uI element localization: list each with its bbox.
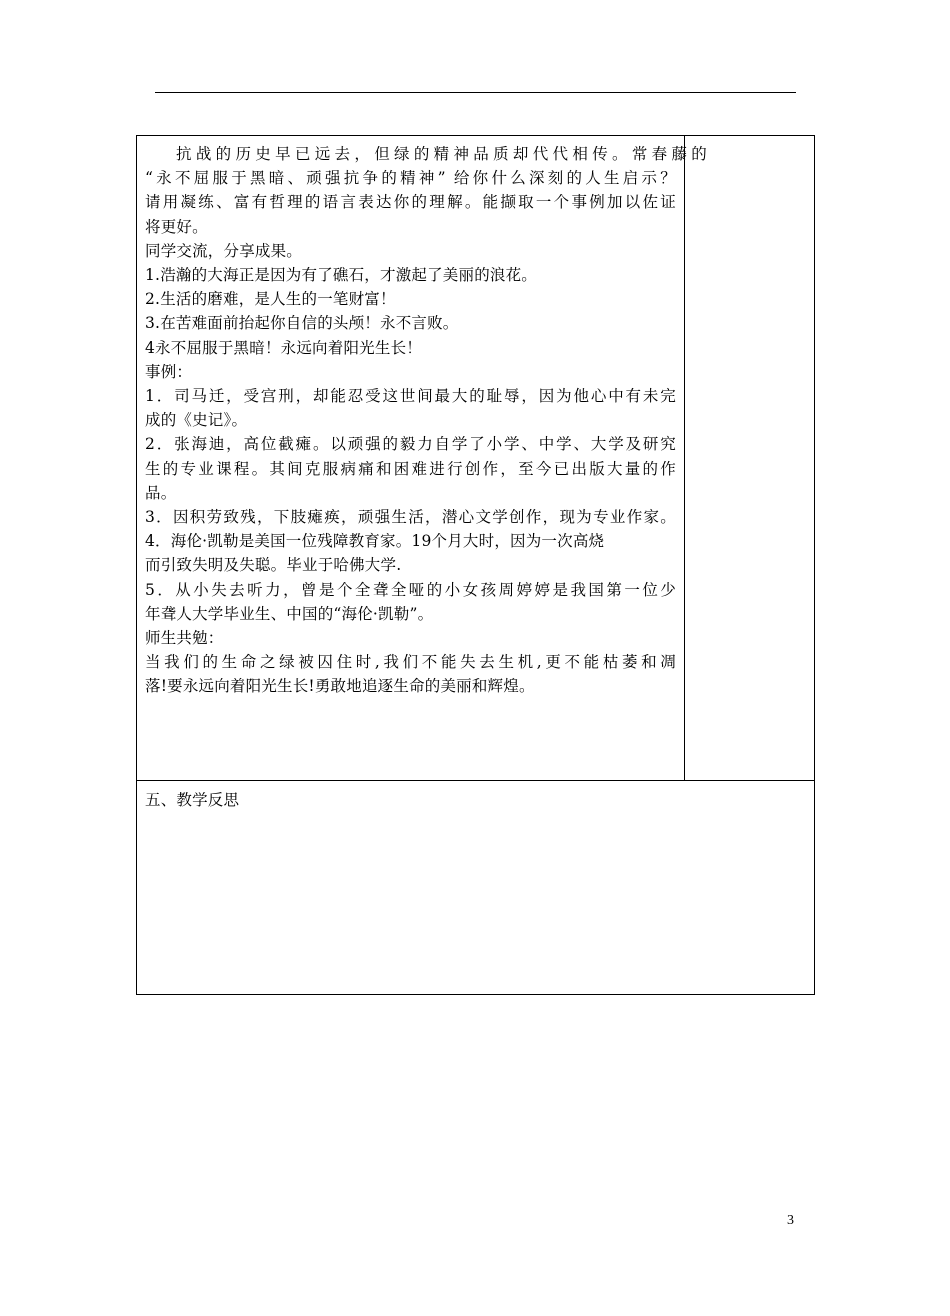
saying-item: 1.浩瀚的大海正是因为有了礁石，才激起了美丽的浪花。 [145, 266, 537, 285]
reflection-heading: 五、教学反思 [145, 791, 240, 809]
example-line: 年聋人大学毕业生、中国的“海伦·凯勒”。 [145, 604, 434, 623]
saying-item: 2.生活的磨难，是人生的一笔财富！ [145, 290, 396, 309]
saying-item: 3.在苦难面前抬起你自信的头颅！永不言败。 [145, 314, 459, 333]
saying-item: 4永不屈服于黑暗！永远向着阳光生长！ [145, 338, 422, 357]
paragraph-line: 将更好。 [145, 217, 208, 236]
example-line: 3．因积劳致残，下肢瘫痪，顽强生活，潜心文学创作，现为专业作家。 [145, 508, 676, 527]
closing-heading: 师生共勉： [145, 629, 224, 648]
example-line: 1．司马迁，受宫刑，却能忍受这世间最大的耻辱，因为他心中有未完 [145, 387, 676, 406]
example-line: 生的专业课程。其间克服病痛和困难进行创作，至今已出版大量的作 [145, 459, 676, 478]
side-notes-cell [685, 136, 814, 781]
lesson-table [136, 135, 815, 995]
example-line: 成的《史记》。 [145, 411, 248, 430]
examples-heading: 事例： [145, 362, 193, 381]
main-content-cell [137, 136, 707, 781]
example-line: 2．张海迪，高位截瘫。以顽强的毅力自学了小学、中学、大学及研究 [145, 435, 676, 454]
page-number: 3 [787, 1213, 794, 1228]
example-line: 5．从小失去听力，曾是个全聋全哑的小女孩周婷婷是我国第一位少 [145, 580, 676, 599]
reflection-cell [137, 781, 814, 994]
example-line: 品。 [145, 483, 177, 502]
paragraph-line: 抗战的历史早已远去，但绿的精神品质却代代相传。常春藤的 [176, 145, 707, 163]
closing-line: 当我们的生命之绿被囚住时,我们不能失去生机,更不能枯萎和凋 [145, 653, 676, 672]
closing-line: 落!要永远向着阳光生长!勇敢地追逐生命的美丽和辉煌。 [145, 677, 535, 696]
example-line: 4．海伦·凯勒是美国一位残障教育家。19个月大时，因为一次高烧 [145, 532, 605, 551]
share-heading: 同学交流，分享成果。 [145, 241, 303, 260]
paragraph-line: “永不屈服于黑暗、顽强抗争的精神” 给你什么深刻的人生启示？ [145, 169, 676, 188]
paragraph-line: 请用凝练、富有哲理的语言表达你的理解。能撷取一个事例加以佐证 [145, 193, 676, 212]
example-line: 而引致失明及失聪。毕业于哈佛大学. [145, 556, 402, 575]
header-rule [155, 92, 796, 93]
